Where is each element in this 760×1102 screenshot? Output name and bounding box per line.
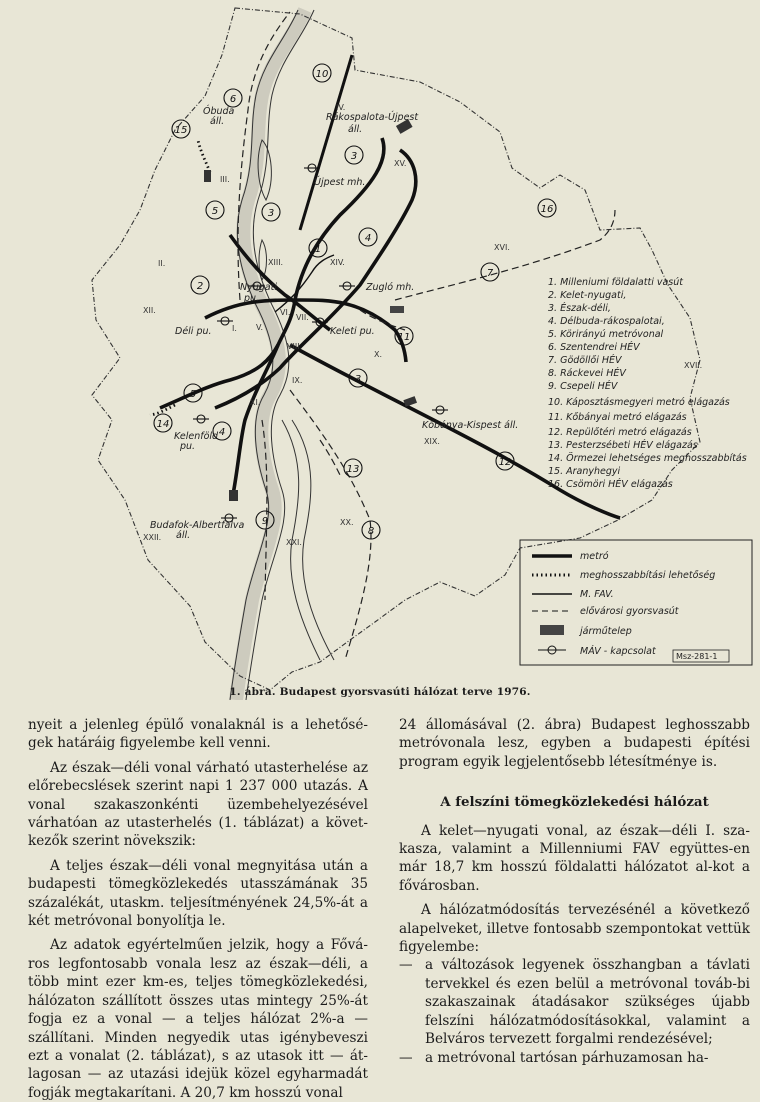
text-column-left [28, 716, 368, 1102]
svg-text:I.: I. [232, 324, 237, 333]
list-item: — a változások legyenek összhangban a távlati tervekkel és ezen belül a metróvonal továb-bi szakaszainak átadásakor szükséges újabb felszíni hálózatmódosításokkal, valamint a Belváros tervezett forgalmi rendezésével; [399, 957, 750, 1048]
svg-text:3: 3 [267, 208, 275, 219]
svg-text:6. Szentendrei HÉV: 6. Szentendrei HÉV [548, 342, 640, 353]
svg-text:11. Kőbányai metró elágazás: 11. Kőbányai metró elágazás [548, 412, 687, 423]
svg-text:áll.: áll. [176, 530, 191, 541]
fav-line-1 [275, 255, 334, 312]
svg-text:Zugló mh.: Zugló mh. [366, 282, 415, 293]
svg-text:1: 1 [314, 244, 322, 255]
svg-text:XVI.: XVI. [494, 243, 510, 252]
svg-text:5. Körirányú metróvonal: 5. Körirányú metróvonal [548, 329, 664, 340]
paragraph: nyeit a jelenleg épülő vonalaknál is a lehetősé-gek határáig figyelembe kell venni. [28, 717, 368, 752]
depot-kobanya [403, 396, 417, 407]
svg-text:1. Milleniumi földalatti vasút: 1. Milleniumi földalatti vasút [548, 277, 683, 288]
svg-text:4. Délbuda-rákospalotai,: 4. Délbuda-rákospalotai, [548, 316, 665, 327]
svg-text:XXII.: XXII. [143, 533, 162, 542]
paragraph: 24 állomásával (2. ábra) Budapest leghosszabb metróvonala lesz, egyben a budapesti építési program egyik legjelentősebb létesítménye is. [399, 717, 750, 770]
svg-text:15. Aranyhegyi: 15. Aranyhegyi [548, 466, 621, 477]
svg-text:4: 4 [218, 427, 226, 438]
svg-text:5: 5 [189, 389, 197, 400]
svg-text:elővárosi gyorsvasút: elővárosi gyorsvasút [580, 606, 679, 617]
svg-text:XV.: XV. [394, 159, 407, 168]
svg-text:11: 11 [397, 332, 411, 343]
svg-text:XIII.: XIII. [268, 258, 284, 267]
line-list [548, 277, 747, 490]
svg-text:5: 5 [211, 206, 219, 217]
svg-text:VII.: VII. [296, 313, 309, 322]
svg-text:Nyugati: Nyugati [240, 282, 277, 293]
svg-text:meghosszabbítási lehetőség: meghosszabbítási lehetőség [580, 570, 716, 581]
svg-text:16: 16 [540, 204, 554, 215]
svg-text:metró: metró [580, 551, 609, 562]
svg-text:III.: III. [220, 175, 230, 184]
svg-text:Msz-281-1: Msz-281-1 [676, 652, 718, 661]
svg-text:pu.: pu. [244, 293, 260, 304]
svg-text:XIX.: XIX. [424, 437, 440, 446]
svg-text:XIV.: XIV. [330, 258, 345, 267]
svg-text:7. Gödöllői HÉV: 7. Gödöllői HÉV [548, 355, 622, 366]
svg-text:3: 3 [354, 374, 362, 385]
svg-text:VIII.: VIII. [287, 342, 303, 351]
svg-text:Kelenföld: Kelenföld [174, 431, 219, 442]
svg-text:9. Csepeli HÉV: 9. Csepeli HÉV [548, 381, 618, 392]
svg-text:15: 15 [174, 125, 188, 136]
svg-text:M. FAV.: M. FAV. [580, 589, 614, 600]
svg-text:IX.: IX. [292, 376, 303, 385]
text-column-right [399, 716, 750, 1067]
svg-text:10: 10 [315, 69, 329, 80]
svg-text:4: 4 [364, 233, 372, 244]
svg-text:XXI.: XXI. [286, 538, 302, 547]
depot-obuda [204, 170, 211, 182]
svg-text:IV.: IV. [336, 103, 346, 112]
svg-text:XX.: XX. [340, 518, 354, 527]
svg-text:8. Ráckevei HÉV: 8. Ráckevei HÉV [548, 368, 626, 379]
paragraph: A teljes észak—déli vonal megnyitása után a budapesti tömegközlekedés utasszámának 35 százalékát, utaskm. teljesítményének 24,5%-át a két metróvonal bonyolítja le. [28, 857, 368, 930]
svg-text:Óbuda: Óbuda [203, 106, 235, 117]
svg-text:6: 6 [229, 94, 237, 105]
svg-text:VI.: VI. [280, 308, 291, 317]
svg-text:12: 12 [498, 457, 512, 468]
depot-zuglo [390, 306, 404, 313]
svg-text:14. Örmezei lehetséges meghoss: 14. Örmezei lehetséges meghosszabbítás [548, 453, 747, 464]
svg-text:2: 2 [196, 281, 204, 292]
svg-text:Kőbánya-Kispest áll.: Kőbánya-Kispest áll. [422, 420, 519, 431]
svg-text:XVII.: XVII. [684, 361, 703, 370]
paragraph: Az észak—déli vonal várható utasterhelése az előrebecslések szerint napi 1 237 000 utazás. A vonal szakaszonkénti üzembehelyezésével várhatóan az utasterhelés (1. táblázat) a követ-kezők szerint növekszik: [28, 759, 368, 850]
section-heading: A felszíni tömegközlekedési hálózat [440, 794, 709, 811]
depot-budafok [229, 490, 238, 501]
paragraph: A hálózatmódosítás tervezésénél a következő alapelveket, illetve fontosabb szempontokat vettük figyelembe: [399, 902, 750, 956]
paragraph: A kelet—nyugati vonal, az észak—déli I. sza-kasza, valamint a Millenniumi FAV együttes-en már 18,7 km hosszú földalatti hálózatot al-kot a fővárosban. [399, 822, 750, 894]
svg-text:9: 9 [261, 516, 269, 527]
svg-text:Újpest mh.: Újpest mh. [314, 177, 366, 188]
svg-text:13. Pesterzsébeti HÉV elágazás: 13. Pesterzsébeti HÉV elágazás [548, 440, 698, 451]
svg-text:3. Észak-déli,: 3. Észak-déli, [548, 303, 611, 314]
svg-text:áll.: áll. [210, 116, 225, 127]
svg-text:12. Repülőtéri metró elágazás: 12. Repülőtéri metró elágazás [548, 427, 692, 438]
svg-text:V.: V. [256, 323, 263, 332]
extension-15 [198, 140, 210, 172]
svg-text:3: 3 [350, 151, 358, 162]
svg-text:13: 13 [346, 464, 360, 475]
svg-text:XI.: XI. [250, 398, 261, 407]
svg-text:pu.: pu. [180, 441, 196, 452]
svg-text:Keleti pu.: Keleti pu. [330, 326, 375, 337]
svg-text:8: 8 [367, 526, 375, 537]
svg-text:14: 14 [156, 419, 170, 430]
svg-text:járműtelep: járműtelep [580, 626, 632, 637]
legend [520, 540, 752, 665]
svg-text:Rákospalota-Újpest: Rákospalota-Újpest [326, 112, 419, 123]
svg-text:XII.: XII. [143, 306, 156, 315]
svg-text:7: 7 [486, 268, 494, 279]
svg-text:X.: X. [374, 350, 383, 359]
svg-text:MÁV - kapcsolat: MÁV - kapcsolat [580, 646, 656, 657]
svg-text:10. Káposztásmegyeri metró elá: 10. Káposztásmegyeri metró elágazás [548, 397, 730, 408]
svg-text:16. Csömöri HÉV elágazás: 16. Csömöri HÉV elágazás [548, 479, 673, 490]
list-item: — a metróvonal tartósan párhuzamosan ha- [399, 1049, 709, 1066]
svg-text:II.: II. [158, 259, 166, 268]
svg-text:Budafok-Albertfalva: Budafok-Albertfalva [150, 520, 245, 531]
svg-text:áll.: áll. [348, 124, 363, 135]
svg-text:Déli pu.: Déli pu. [175, 326, 212, 337]
paragraph: Az adatok egyértelműen jelzik, hogy a Fővá-ros legfontosabb vonala lesz az észak—déli, a több mint ezer km-es, teljes tömegközlekedési, hálózaton szállított összes utas mintegy 25%-át fogja ez a vonal — a teljes hálózat 2%-a — szállítani. Minden negyedik utas igénybeveszi ezt a vonalat (2. táblázat), s az utasok itt — át-lagosan — az utazási idejük közel egyharmadát fogják megtakarítani. A 20,7 km hosszú vonal [28, 937, 368, 1101]
figure-caption: 1. ábra. Budapest gyorsvasúti hálózat terve 1976. [229, 686, 531, 698]
svg-text:2. Kelet-nyugati,: 2. Kelet-nyugati, [548, 290, 627, 301]
